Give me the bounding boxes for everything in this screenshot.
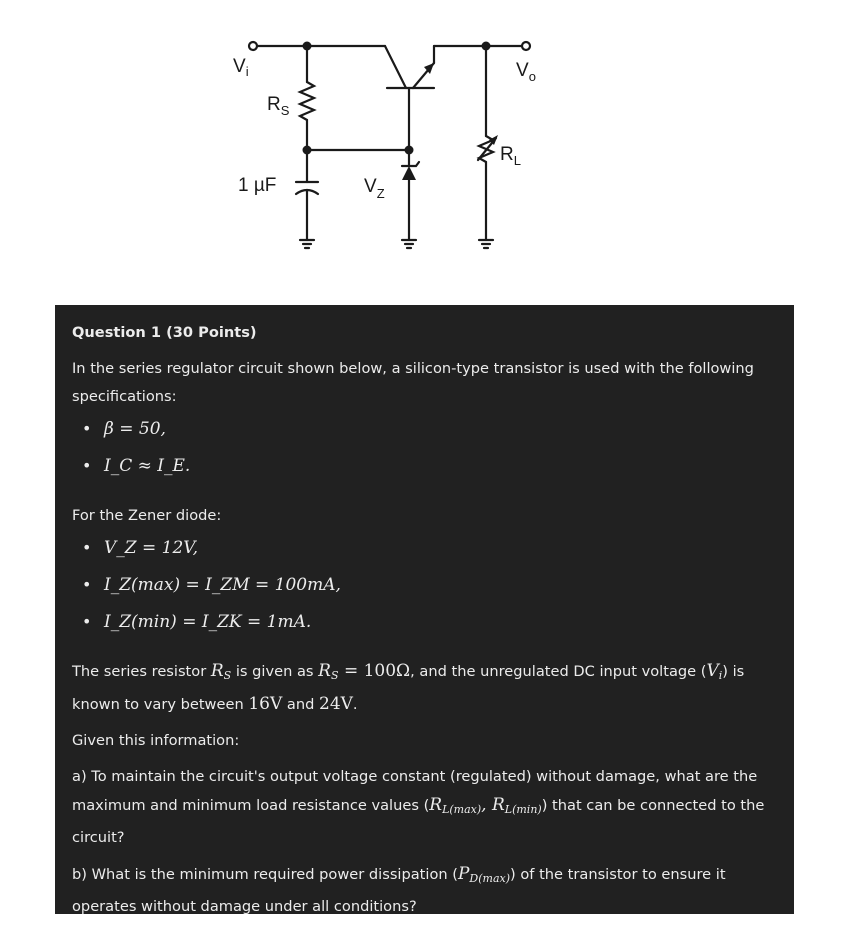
vi-terminal	[249, 42, 257, 50]
node-dot	[482, 42, 491, 51]
vz-label: $V_Z$	[364, 176, 385, 201]
transistor-spec-list	[72, 411, 778, 485]
rs-paragraph: The series resistor $R_S$ is given as $R_S = 100\Omega$, and the unregulated DC input voltage $(V_i)$ is known to vary between 16V and 24V.	[72, 661, 745, 714]
part-b: b) What is the minimum required power dissipation $(P_{D(max)})$ of the transistor to ensure it operates without damage under all conditions?	[72, 864, 726, 915]
zener-spec-list	[72, 530, 778, 641]
zener-triangle-icon	[402, 166, 416, 180]
vmax-value: 24V	[319, 694, 353, 714]
izmin-spec: I_Z(min) = I_ZK = 1mA.	[104, 612, 312, 632]
collector-lead	[385, 46, 406, 88]
rs-label: $R_S$	[267, 94, 290, 118]
list-item	[72, 530, 778, 567]
intro-text: In the series regulator circuit shown below, a silicon-type transistor is used with the following specifications:	[72, 360, 754, 405]
ground-icon	[479, 240, 493, 248]
rs-value: 100Ω	[363, 661, 411, 681]
list-item	[72, 567, 778, 604]
ground-icon	[402, 240, 416, 248]
vo-terminal	[522, 42, 530, 50]
vi-label: $V_i$	[233, 56, 249, 79]
zener-heading: For the Zener diode:	[72, 507, 222, 524]
node-dot	[405, 146, 414, 155]
beta-spec: β = 50,	[104, 419, 166, 439]
list-item	[72, 411, 778, 448]
ground-icon	[300, 240, 314, 248]
vmin-value: 16V	[248, 694, 283, 714]
cap-label: 1 µF	[238, 175, 277, 196]
given-text: Given this information:	[72, 732, 240, 749]
ic-ie-spec: I_C ≈ I_E.	[104, 456, 191, 476]
circuit-diagram	[0, 0, 861, 300]
node-dot	[303, 42, 312, 51]
rl-label: $R_L$	[500, 144, 521, 168]
rs-zigzag	[300, 82, 314, 120]
list-item	[72, 604, 778, 641]
question-title: Question 1 (30 Points)	[72, 324, 257, 341]
vo-label: $V_o$	[516, 60, 536, 84]
question-panel	[55, 305, 794, 914]
zener-bar	[402, 162, 419, 166]
vz-spec: V_Z = 12V,	[104, 538, 198, 558]
list-item	[72, 448, 778, 485]
part-a: a) To maintain the circuit's output voltage constant (regulated) without damage, what are the maximum and minimum load resistance values ($R_{L(max)}$, $R_{L(min)}$) that can be connected to the circuit?	[72, 768, 765, 846]
node-dot	[303, 146, 312, 155]
izmax-spec: I_Z(max) = I_ZM = 100mA,	[104, 575, 341, 595]
